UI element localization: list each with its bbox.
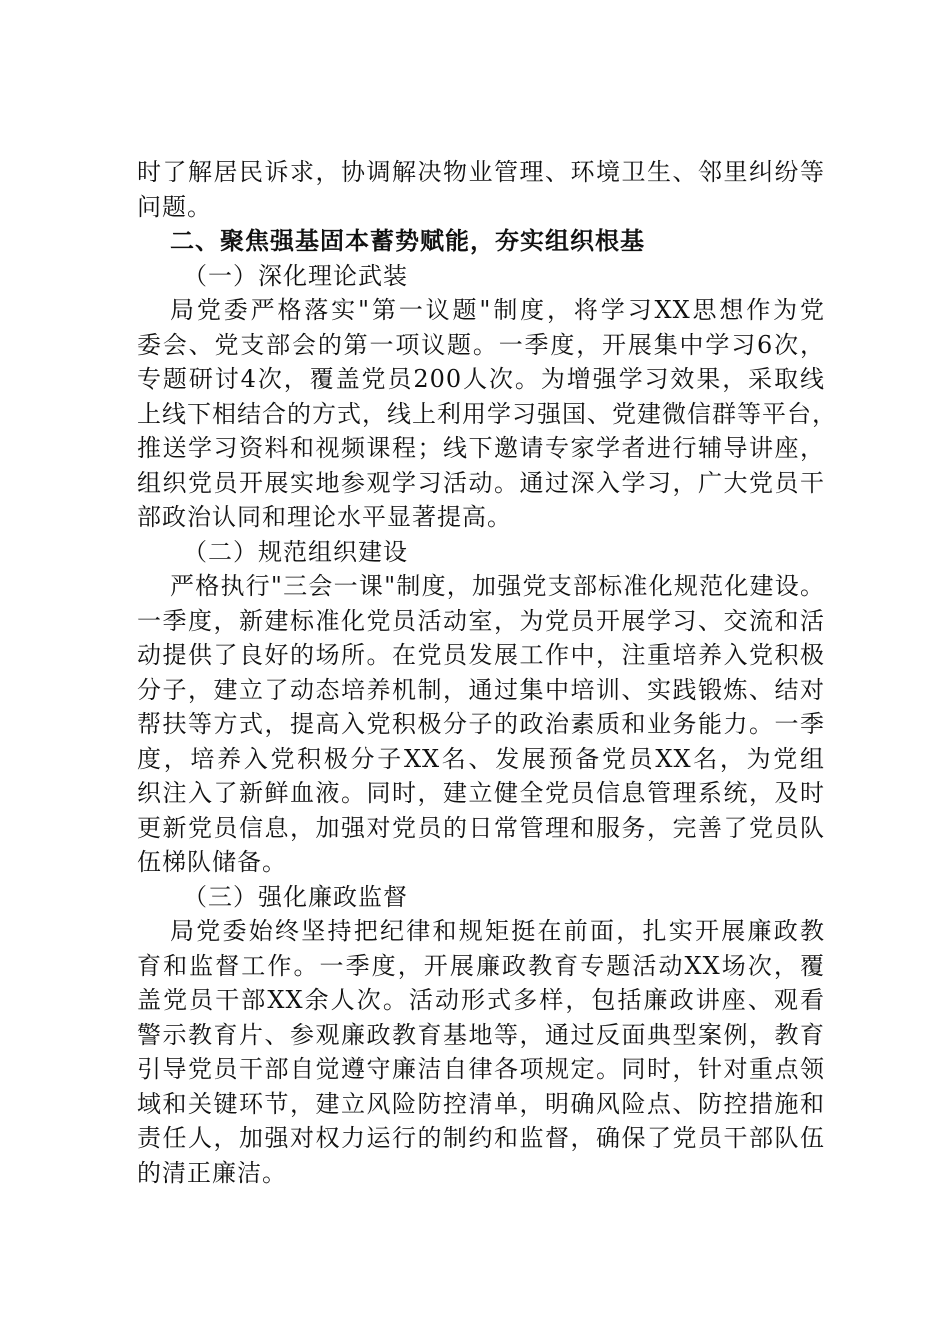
paragraph-line: 帮扶等方式，提高入党积极分子的政治素质和业务能力。一季: [137, 710, 825, 738]
paragraph-line: 一季度，新建标准化党员活动室，为党员开展学习、交流和活: [137, 606, 825, 635]
paragraph-line: 警示教育片、参观廉政教育基地等，通过反面典型案例，教育: [137, 1020, 825, 1049]
paragraph-line: 分子，建立了动态培养机制，通过集中培训、实践锻炼、结对: [137, 675, 825, 704]
paragraph-line: 更新党员信息，加强对党员的日常管理和服务，完善了党员队: [137, 813, 825, 842]
paragraph-line: 动提供了良好的场所。在党员发展工作中，注重培养入党积极: [137, 641, 825, 669]
paragraph-line: 组织党员开展实地参观学习活动。通过深入学习，广大党员干: [137, 468, 825, 497]
paragraph-line: 严格执行"三会一课"制度，加强党支部标准化规范化建设。: [170, 572, 825, 600]
paragraph-line: 局党委严格落实"第一议题"制度，将学习XX思想作为党: [170, 296, 825, 324]
paragraph-line: 上线下相结合的方式，线上利用学习强国、党建微信群等平台，: [137, 399, 837, 428]
paragraph-line: 域和关键环节，建立风险防控清单，明确风险点、防控措施和: [137, 1089, 825, 1118]
document-page: [137, 155, 837, 1190]
paragraph-line: 时了解居民诉求，协调解决物业管理、环境卫生、邻里纠纷等: [137, 158, 825, 186]
paragraph-line: 引导党员干部自觉遵守廉洁自律各项规定。同时，针对重点领: [137, 1055, 825, 1083]
paragraph-line: 的清正廉洁。: [137, 1158, 287, 1187]
paragraph-line: 局党委始终坚持把纪律和规矩挺在前面，扎实开展廉政教: [170, 917, 825, 945]
paragraph-line: 委会、党支部会的第一项议题。一季度，开展集中学习6次，: [137, 330, 825, 359]
paragraph-line: 伍梯队储备。: [137, 848, 287, 876]
paragraph-line: 推送学习资料和视频课程；线下邀请专家学者进行辅导讲座，: [137, 434, 825, 462]
subsection-heading: （二）规范组织建设: [183, 537, 408, 566]
paragraph-line: 责任人，加强对权力运行的制约和监督，确保了党员干部队伍: [137, 1124, 825, 1152]
paragraph-line: 育和监督工作。一季度，开展廉政教育专题活动XX场次，覆: [137, 951, 825, 980]
paragraph-line: 部政治认同和理论水平显著提高。: [137, 503, 512, 531]
subsection-heading: （一）深化理论武装: [183, 261, 408, 290]
section-heading: 二、聚焦强基固本蓄势赋能，夯实组织根基: [170, 227, 645, 255]
paragraph-line: 织注入了新鲜血液。同时，建立健全党员信息管理系统，及时: [137, 779, 825, 807]
paragraph-line: 问题。: [137, 192, 212, 221]
paragraph-line: 度，培养入党积极分子XX名、发展预备党员XX名，为党组: [137, 744, 825, 773]
subsection-heading: （三）强化廉政监督: [183, 882, 408, 911]
paragraph-line: 盖党员干部XX余人次。活动形式多样，包括廉政讲座、观看: [137, 986, 825, 1014]
paragraph-line: 专题研讨4次，覆盖党员200人次。为增强学习效果，采取线: [137, 365, 825, 393]
